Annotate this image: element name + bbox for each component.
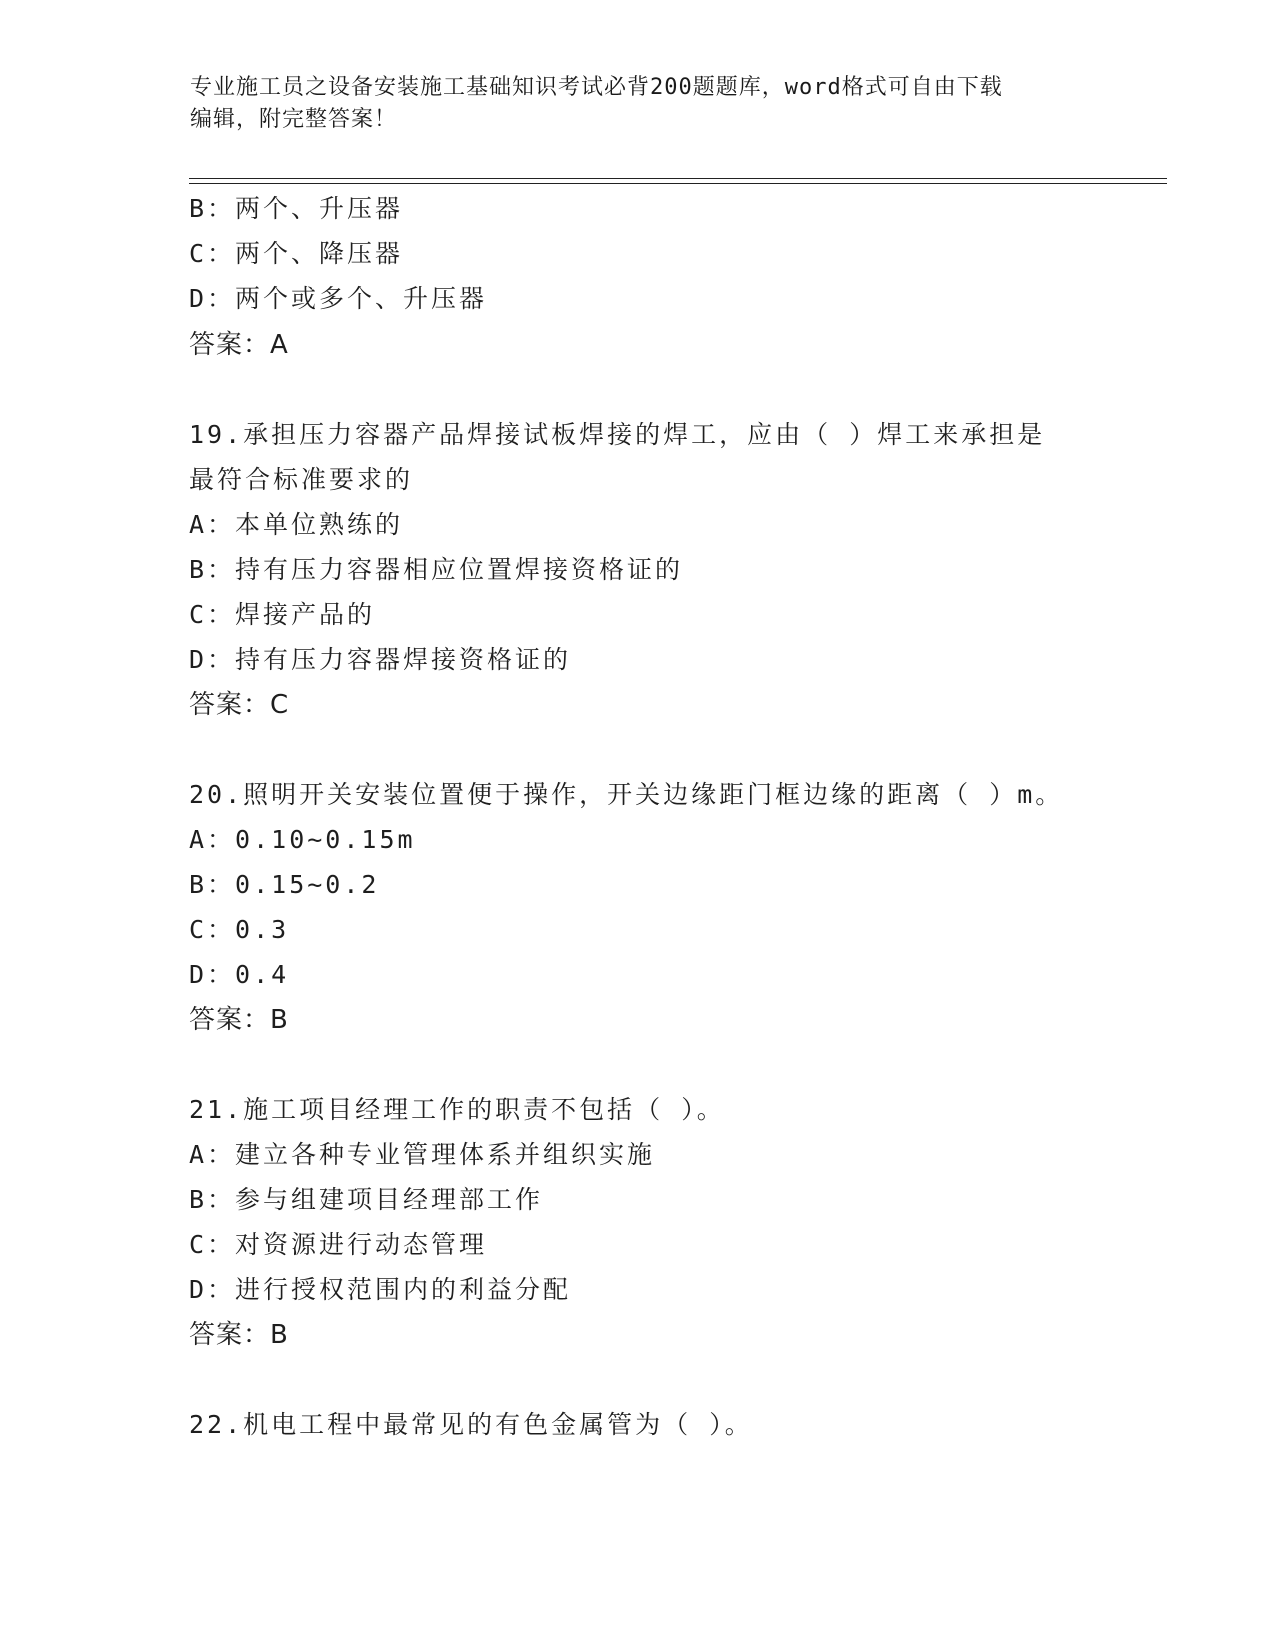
q19-option-d: D：持有压力容器焊接资格证的 xyxy=(189,645,572,674)
q18-option-c: C：两个、降压器 xyxy=(189,239,404,268)
q19-answer: 答案：C xyxy=(189,690,290,720)
q20-question-line1: 20.照明开关安装位置便于操作，开关边缘距门框边缘的距离（ ）m。 xyxy=(189,780,1064,809)
document-header xyxy=(190,72,1090,136)
q21-option-b: B：参与组建项目经理部工作 xyxy=(189,1185,544,1214)
header-divider-bottom xyxy=(189,183,1167,184)
q18-answer: 答案：A xyxy=(189,330,289,360)
q20-option-a: A：0.10~0.15m xyxy=(189,825,416,854)
q21-option-d: D：进行授权范围内的利益分配 xyxy=(189,1275,572,1304)
header-divider-top xyxy=(189,178,1167,179)
q19-question-line2: 最符合标准要求的 xyxy=(189,465,414,494)
q18-option-b: B：两个、升压器 xyxy=(189,194,404,223)
q20-option-b: B：0.15~0.2 xyxy=(189,870,380,899)
header-title-line2: 编辑，附完整答案！ xyxy=(190,107,398,132)
q19-question-line1: 19.承担压力容器产品焊接试板焊接的焊工，应由（ ）焊工来承担是 xyxy=(189,420,1046,449)
q18-option-d: D：两个或多个、升压器 xyxy=(189,284,488,313)
q19-option-c: C：焊接产品的 xyxy=(189,600,376,629)
q21-option-a: A：建立各种专业管理体系并组织实施 xyxy=(189,1140,656,1169)
q20-option-c: C：0.3 xyxy=(189,915,290,944)
header-title-line1: 专业施工员之设备安装施工基础知识考试必背200题题库，word格式可自由下载 xyxy=(190,75,1003,100)
q19-option-b: B：持有压力容器相应位置焊接资格证的 xyxy=(189,555,684,584)
q21-option-c: C：对资源进行动态管理 xyxy=(189,1230,488,1259)
q21-answer: 答案：B xyxy=(189,1320,289,1350)
q20-answer: 答案：B xyxy=(189,1005,289,1035)
q20-option-d: D：0.4 xyxy=(189,960,290,989)
q21-question-line1: 21.施工项目经理工作的职责不包括（ ）。 xyxy=(189,1095,725,1124)
q22-question-line1: 22.机电工程中最常见的有色金属管为（ ）。 xyxy=(189,1410,753,1439)
q19-option-a: A：本单位熟练的 xyxy=(189,510,404,539)
